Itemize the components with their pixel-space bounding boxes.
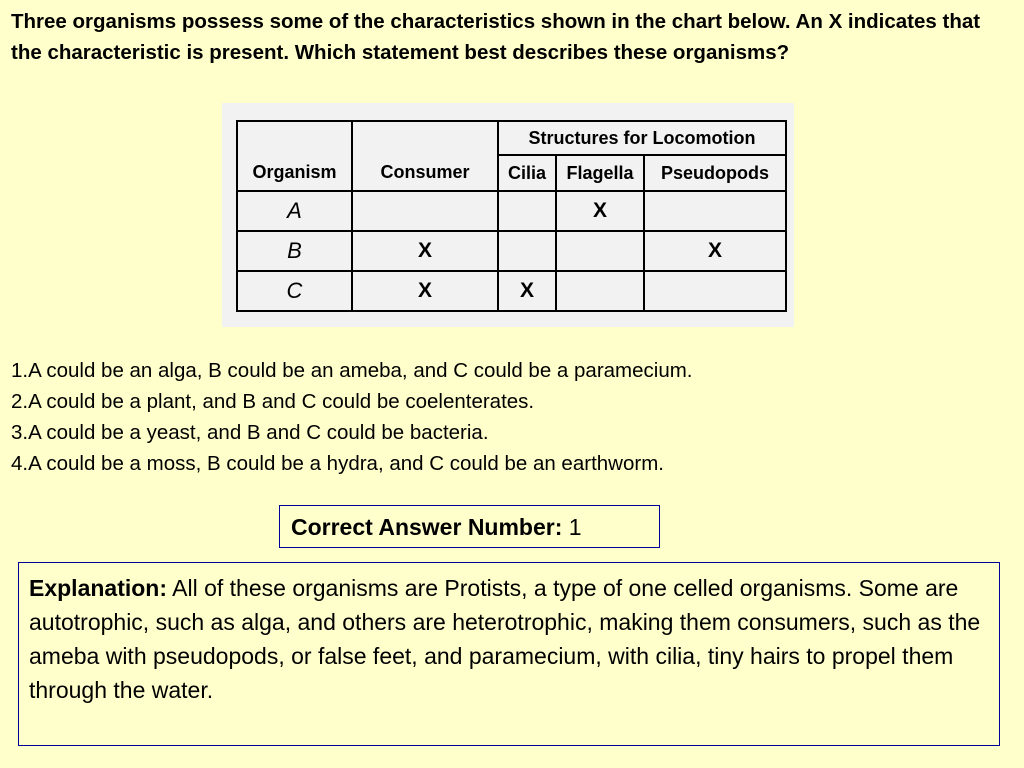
answer-options xyxy=(11,355,693,479)
pseudopods-cell xyxy=(644,271,786,311)
correct-answer-box xyxy=(279,505,660,548)
locomotion-header: Structures for Locomotion xyxy=(498,121,786,155)
correct-answer-label: Correct Answer Number: xyxy=(291,514,563,540)
table-row xyxy=(237,191,786,231)
explanation-text: All of these organisms are Protists, a type of one celled organisms. Some are autotrophic, such as alga, and others are heterotrophic, making them consumers, such as the ameba with pseudopods, or false feet, and paramecium, with cilia, tiny hairs to propel them through the water. xyxy=(29,575,981,703)
organism-cell: C xyxy=(237,271,352,311)
explanation-box xyxy=(18,562,1000,746)
explanation-label: Explanation: xyxy=(29,575,168,601)
cilia-cell xyxy=(498,191,556,231)
header-flagella: Flagella xyxy=(556,155,644,191)
pseudopods-cell xyxy=(644,191,786,231)
cilia-cell xyxy=(498,231,556,271)
consumer-cell: X xyxy=(352,231,498,271)
option-1: 1.A could be an alga, B could be an ameba, and C could be a paramecium. xyxy=(11,359,693,382)
consumer-cell xyxy=(352,191,498,231)
characteristics-chart-image xyxy=(222,103,794,327)
option-2: 2.A could be a plant, and B and C could be coelenterates. xyxy=(11,390,535,413)
organism-cell: B xyxy=(237,231,352,271)
pseudopods-cell: X xyxy=(644,231,786,271)
consumer-cell: X xyxy=(352,271,498,311)
option-4: 4.A could be a moss, B could be a hydra, and C could be an earthworm. xyxy=(11,452,664,475)
blank-header-cell xyxy=(237,121,352,155)
question-text: Three organisms possess some of the characteristics shown in the chart below. An X indicates that the characteristic is present. Which statement best describes these organisms? xyxy=(11,10,981,64)
characteristics-table xyxy=(236,120,787,312)
table-row xyxy=(237,271,786,311)
header-cilia: Cilia xyxy=(498,155,556,191)
flagella-cell: X xyxy=(556,191,644,231)
organism-cell: A xyxy=(237,191,352,231)
flagella-cell xyxy=(556,271,644,311)
correct-answer-value: 1 xyxy=(568,514,582,540)
flagella-cell xyxy=(556,231,644,271)
header-consumer: Consumer xyxy=(352,155,498,191)
table-row xyxy=(237,231,786,271)
header-pseudopods: Pseudopods xyxy=(644,155,786,191)
header-organism: Organism xyxy=(237,155,352,191)
option-3: 3.A could be a yeast, and B and C could be bacteria. xyxy=(11,421,489,444)
blank-header-cell xyxy=(352,121,498,155)
cilia-cell: X xyxy=(498,271,556,311)
